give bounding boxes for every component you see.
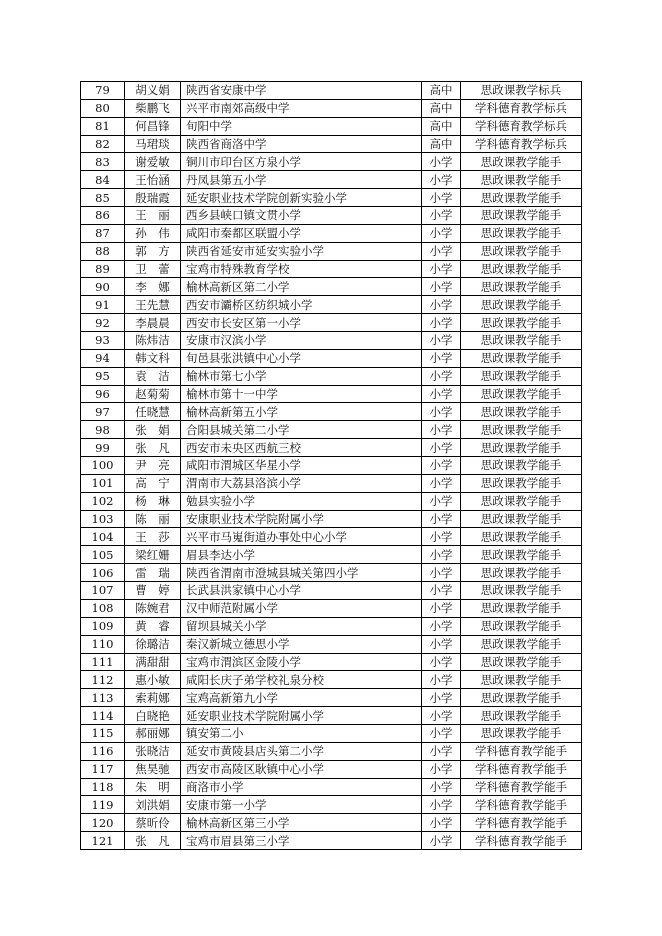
teacher-name: 惠小敏 xyxy=(125,671,181,689)
row-number: 89 xyxy=(81,260,125,278)
table-row xyxy=(81,153,582,171)
table-row xyxy=(81,82,582,100)
teacher-name: 焦昊驰 xyxy=(125,760,181,778)
school-name: 合阳县城关第二小学 xyxy=(181,421,422,439)
school-level: 小学 xyxy=(422,492,461,510)
school-level: 小学 xyxy=(422,385,461,403)
row-number: 108 xyxy=(81,599,125,617)
table-row xyxy=(81,421,582,439)
school-name: 镇安第二小 xyxy=(181,724,422,742)
teacher-name: 蔡昕伶 xyxy=(125,814,181,832)
row-number: 115 xyxy=(81,724,125,742)
teacher-name: 曹 婷 xyxy=(125,582,181,600)
school-level: 小学 xyxy=(422,260,461,278)
teacher-name: 任晓慧 xyxy=(125,403,181,421)
school-name: 勉县实验小学 xyxy=(181,492,422,510)
teacher-name: 王怡涵 xyxy=(125,171,181,189)
row-number: 82 xyxy=(81,135,125,153)
row-number: 92 xyxy=(81,314,125,332)
school-name: 旬阳中学 xyxy=(181,117,422,135)
award-category: 思政课教学能手 xyxy=(461,564,582,582)
award-category: 思政课教学标兵 xyxy=(461,82,582,100)
row-number: 83 xyxy=(81,153,125,171)
award-category: 思政课教学能手 xyxy=(461,510,582,528)
school-level: 高中 xyxy=(422,82,461,100)
school-level: 小学 xyxy=(422,367,461,385)
award-category: 思政课教学能手 xyxy=(461,224,582,242)
row-number: 84 xyxy=(81,171,125,189)
school-name: 渭南市大荔县洛滨小学 xyxy=(181,474,422,492)
school-level: 小学 xyxy=(422,796,461,814)
school-level: 小学 xyxy=(422,189,461,207)
school-level: 小学 xyxy=(422,349,461,367)
table-row xyxy=(81,367,582,385)
row-number: 95 xyxy=(81,367,125,385)
award-category: 思政课教学能手 xyxy=(461,296,582,314)
award-category: 学科德育教学能手 xyxy=(461,814,582,832)
award-category: 思政课教学能手 xyxy=(461,385,582,403)
row-number: 119 xyxy=(81,796,125,814)
award-category: 思政课教学能手 xyxy=(461,278,582,296)
school-level: 小学 xyxy=(422,599,461,617)
row-number: 116 xyxy=(81,742,125,760)
school-name: 咸阳市渭城区华星小学 xyxy=(181,457,422,475)
teacher-name: 柴鹏飞 xyxy=(125,99,181,117)
school-name: 榆林高新第五小学 xyxy=(181,403,422,421)
row-number: 109 xyxy=(81,617,125,635)
school-name: 汉中师范附属小学 xyxy=(181,599,422,617)
table-row xyxy=(81,671,582,689)
teacher-name: 徐璐洁 xyxy=(125,635,181,653)
award-category: 学科德育教学能手 xyxy=(461,742,582,760)
teacher-name: 郝丽娜 xyxy=(125,724,181,742)
school-name: 安康市第一小学 xyxy=(181,796,422,814)
school-level: 小学 xyxy=(422,653,461,671)
award-category: 思政课教学能手 xyxy=(461,421,582,439)
teacher-name: 白晓艳 xyxy=(125,707,181,725)
school-name: 陕西省延安市延安实验小学 xyxy=(181,242,422,260)
row-number: 107 xyxy=(81,582,125,600)
award-category: 思政课教学能手 xyxy=(461,260,582,278)
row-number: 93 xyxy=(81,332,125,350)
teacher-name: 刘洪娟 xyxy=(125,796,181,814)
school-level: 小学 xyxy=(422,474,461,492)
row-number: 86 xyxy=(81,207,125,225)
award-category: 思政课教学能手 xyxy=(461,171,582,189)
school-level: 小学 xyxy=(422,564,461,582)
school-level: 小学 xyxy=(422,332,461,350)
award-category: 思政课教学能手 xyxy=(461,528,582,546)
award-category: 思政课教学能手 xyxy=(461,707,582,725)
school-level: 高中 xyxy=(422,99,461,117)
teacher-name: 赵菊菊 xyxy=(125,385,181,403)
table-row xyxy=(81,707,582,725)
table-row xyxy=(81,510,582,528)
table-row xyxy=(81,564,582,582)
award-category: 思政课教学能手 xyxy=(461,546,582,564)
teacher-name: 李晨晨 xyxy=(125,314,181,332)
award-category: 思政课教学能手 xyxy=(461,189,582,207)
row-number: 103 xyxy=(81,510,125,528)
school-name: 西安市高陵区耿镇中心小学 xyxy=(181,760,422,778)
school-name: 铜川市印台区方泉小学 xyxy=(181,153,422,171)
row-number: 105 xyxy=(81,546,125,564)
row-number: 101 xyxy=(81,474,125,492)
school-level: 小学 xyxy=(422,439,461,457)
teacher-name: 何昌锋 xyxy=(125,117,181,135)
table-row xyxy=(81,135,582,153)
school-name: 榆林高新区第三小学 xyxy=(181,814,422,832)
table-row xyxy=(81,439,582,457)
table-row xyxy=(81,224,582,242)
table-row xyxy=(81,814,582,832)
school-name: 西安市长安区第一小学 xyxy=(181,314,422,332)
school-level: 小学 xyxy=(422,635,461,653)
row-number: 106 xyxy=(81,564,125,582)
teacher-name: 尹 亮 xyxy=(125,457,181,475)
award-category: 思政课教学能手 xyxy=(461,492,582,510)
table-row xyxy=(81,760,582,778)
award-category: 学科德育教学能手 xyxy=(461,760,582,778)
row-number: 99 xyxy=(81,439,125,457)
teacher-name: 高 宁 xyxy=(125,474,181,492)
row-number: 85 xyxy=(81,189,125,207)
row-number: 112 xyxy=(81,671,125,689)
school-level: 高中 xyxy=(422,135,461,153)
teacher-name: 殷瑞霞 xyxy=(125,189,181,207)
school-level: 小学 xyxy=(422,224,461,242)
school-name: 咸阳市秦都区联盟小学 xyxy=(181,224,422,242)
teacher-name: 张晓洁 xyxy=(125,742,181,760)
award-category: 学科德育教学标兵 xyxy=(461,99,582,117)
teacher-name: 王 莎 xyxy=(125,528,181,546)
school-level: 小学 xyxy=(422,278,461,296)
teacher-name: 韩文科 xyxy=(125,349,181,367)
award-category: 学科德育教学能手 xyxy=(461,796,582,814)
row-number: 118 xyxy=(81,778,125,796)
table-row xyxy=(81,403,582,421)
school-level: 小学 xyxy=(422,528,461,546)
teacher-name: 陈婉君 xyxy=(125,599,181,617)
teacher-name: 王先慧 xyxy=(125,296,181,314)
school-level: 小学 xyxy=(422,778,461,796)
row-number: 91 xyxy=(81,296,125,314)
row-number: 97 xyxy=(81,403,125,421)
table-row xyxy=(81,635,582,653)
row-number: 96 xyxy=(81,385,125,403)
table-row xyxy=(81,742,582,760)
table-row xyxy=(81,296,582,314)
school-name: 丹凤县第五小学 xyxy=(181,171,422,189)
school-name: 陕西省安康中学 xyxy=(181,82,422,100)
teacher-name: 李 娜 xyxy=(125,278,181,296)
award-category: 思政课教学能手 xyxy=(461,242,582,260)
school-level: 小学 xyxy=(422,546,461,564)
school-level: 小学 xyxy=(422,207,461,225)
teacher-name: 张 娟 xyxy=(125,421,181,439)
school-level: 小学 xyxy=(422,171,461,189)
award-category: 学科德育教学能手 xyxy=(461,778,582,796)
row-number: 80 xyxy=(81,99,125,117)
table-row xyxy=(81,349,582,367)
table-row xyxy=(81,189,582,207)
teacher-name: 朱 明 xyxy=(125,778,181,796)
school-name: 兴平市南郊高级中学 xyxy=(181,99,422,117)
row-number: 113 xyxy=(81,689,125,707)
school-name: 陕西省渭南市澄城县城关第四小学 xyxy=(181,564,422,582)
table-row xyxy=(81,314,582,332)
school-name: 延安职业技术学院创新实验小学 xyxy=(181,189,422,207)
teacher-name: 黄 睿 xyxy=(125,617,181,635)
teacher-name: 袁 洁 xyxy=(125,367,181,385)
teacher-name: 索莉娜 xyxy=(125,689,181,707)
row-number: 110 xyxy=(81,635,125,653)
table-row xyxy=(81,385,582,403)
row-number: 81 xyxy=(81,117,125,135)
table-row xyxy=(81,171,582,189)
school-name: 延安职业技术学院附属小学 xyxy=(181,707,422,725)
award-category: 学科德育教学标兵 xyxy=(461,135,582,153)
award-category: 思政课教学能手 xyxy=(461,671,582,689)
award-category: 思政课教学能手 xyxy=(461,653,582,671)
award-category: 思政课教学能手 xyxy=(461,689,582,707)
school-name: 安康市汉滨小学 xyxy=(181,332,422,350)
row-number: 94 xyxy=(81,349,125,367)
school-level: 小学 xyxy=(422,582,461,600)
school-level: 小学 xyxy=(422,296,461,314)
award-category: 思政课教学能手 xyxy=(461,403,582,421)
school-name: 宝鸡高新第九小学 xyxy=(181,689,422,707)
teacher-name: 张 凡 xyxy=(125,439,181,457)
row-number: 100 xyxy=(81,457,125,475)
school-level: 小学 xyxy=(422,421,461,439)
table-row xyxy=(81,278,582,296)
table-row xyxy=(81,689,582,707)
row-number: 90 xyxy=(81,278,125,296)
table-row xyxy=(81,546,582,564)
table-row xyxy=(81,796,582,814)
award-category: 思政课教学能手 xyxy=(461,599,582,617)
school-level: 小学 xyxy=(422,742,461,760)
row-number: 104 xyxy=(81,528,125,546)
award-category: 思政课教学能手 xyxy=(461,439,582,457)
table-row xyxy=(81,99,582,117)
school-name: 商洛市小学 xyxy=(181,778,422,796)
awardee-table xyxy=(80,81,582,850)
school-level: 小学 xyxy=(422,242,461,260)
teacher-name: 卫 蕾 xyxy=(125,260,181,278)
row-number: 79 xyxy=(81,82,125,100)
school-level: 小学 xyxy=(422,707,461,725)
school-name: 秦汉新城立德思小学 xyxy=(181,635,422,653)
table-row xyxy=(81,724,582,742)
table-row xyxy=(81,492,582,510)
table-row xyxy=(81,332,582,350)
teacher-name: 陈炜洁 xyxy=(125,332,181,350)
award-category: 思政课教学能手 xyxy=(461,617,582,635)
teacher-name: 马珺琰 xyxy=(125,135,181,153)
award-category: 思政课教学能手 xyxy=(461,635,582,653)
table-row xyxy=(81,778,582,796)
award-category: 思政课教学能手 xyxy=(461,367,582,385)
school-level: 小学 xyxy=(422,403,461,421)
row-number: 117 xyxy=(81,760,125,778)
table-row xyxy=(81,457,582,475)
award-category: 思政课教学能手 xyxy=(461,314,582,332)
table-body xyxy=(81,82,582,850)
school-level: 小学 xyxy=(422,832,461,850)
school-level: 小学 xyxy=(422,724,461,742)
table-row xyxy=(81,582,582,600)
school-level: 小学 xyxy=(422,760,461,778)
school-level: 小学 xyxy=(422,457,461,475)
table-row xyxy=(81,207,582,225)
award-category: 思政课教学能手 xyxy=(461,349,582,367)
school-name: 兴平市马嵬街道办事处中心小学 xyxy=(181,528,422,546)
table-row xyxy=(81,599,582,617)
award-category: 思政课教学能手 xyxy=(461,474,582,492)
school-level: 小学 xyxy=(422,814,461,832)
table-row xyxy=(81,653,582,671)
school-level: 高中 xyxy=(422,117,461,135)
teacher-name: 梁红姗 xyxy=(125,546,181,564)
row-number: 114 xyxy=(81,707,125,725)
school-level: 小学 xyxy=(422,671,461,689)
award-category: 思政课教学能手 xyxy=(461,457,582,475)
row-number: 121 xyxy=(81,832,125,850)
school-level: 小学 xyxy=(422,689,461,707)
award-category: 学科德育教学能手 xyxy=(461,832,582,850)
school-name: 榆林高新区第二小学 xyxy=(181,278,422,296)
school-name: 西安市未央区西航三校 xyxy=(181,439,422,457)
table-row xyxy=(81,528,582,546)
school-name: 宝鸡市眉县第三小学 xyxy=(181,832,422,850)
school-name: 宝鸡市特殊教育学校 xyxy=(181,260,422,278)
school-name: 长武县洪家镇中心小学 xyxy=(181,582,422,600)
award-category: 思政课教学能手 xyxy=(461,332,582,350)
teacher-name: 满甜甜 xyxy=(125,653,181,671)
school-level: 小学 xyxy=(422,153,461,171)
table-row xyxy=(81,474,582,492)
row-number: 120 xyxy=(81,814,125,832)
award-category: 思政课教学能手 xyxy=(461,153,582,171)
row-number: 102 xyxy=(81,492,125,510)
school-name: 榆林市第七小学 xyxy=(181,367,422,385)
teacher-name: 孙 伟 xyxy=(125,224,181,242)
school-name: 陕西省商洛中学 xyxy=(181,135,422,153)
award-category: 思政课教学能手 xyxy=(461,582,582,600)
school-name: 旬邑县张洪镇中心小学 xyxy=(181,349,422,367)
school-level: 小学 xyxy=(422,510,461,528)
teacher-name: 杨 琳 xyxy=(125,492,181,510)
row-number: 87 xyxy=(81,224,125,242)
school-name: 延安市黄陵县店头第二小学 xyxy=(181,742,422,760)
school-level: 小学 xyxy=(422,617,461,635)
school-name: 榆林市第十一中学 xyxy=(181,385,422,403)
table-row xyxy=(81,832,582,850)
teacher-name: 陈 丽 xyxy=(125,510,181,528)
school-name: 西乡县峡口镇文贯小学 xyxy=(181,207,422,225)
table-row xyxy=(81,617,582,635)
teacher-name: 胡义娟 xyxy=(125,82,181,100)
row-number: 98 xyxy=(81,421,125,439)
school-name: 宝鸡市渭滨区金陵小学 xyxy=(181,653,422,671)
school-name: 咸阳长庆子弟学校礼泉分校 xyxy=(181,671,422,689)
award-category: 思政课教学能手 xyxy=(461,724,582,742)
school-name: 安康职业技术学院附属小学 xyxy=(181,510,422,528)
teacher-name: 雷 瑞 xyxy=(125,564,181,582)
award-category: 思政课教学能手 xyxy=(461,207,582,225)
teacher-name: 王 丽 xyxy=(125,207,181,225)
table-row xyxy=(81,117,582,135)
row-number: 111 xyxy=(81,653,125,671)
teacher-name: 谢爱敏 xyxy=(125,153,181,171)
table-row xyxy=(81,260,582,278)
table-row xyxy=(81,242,582,260)
teacher-name: 郭 方 xyxy=(125,242,181,260)
school-level: 小学 xyxy=(422,314,461,332)
teacher-name: 张 凡 xyxy=(125,832,181,850)
award-category: 学科德育教学标兵 xyxy=(461,117,582,135)
school-name: 眉县李达小学 xyxy=(181,546,422,564)
school-name: 留坝县城关小学 xyxy=(181,617,422,635)
row-number: 88 xyxy=(81,242,125,260)
school-name: 西安市灞桥区纺织城小学 xyxy=(181,296,422,314)
